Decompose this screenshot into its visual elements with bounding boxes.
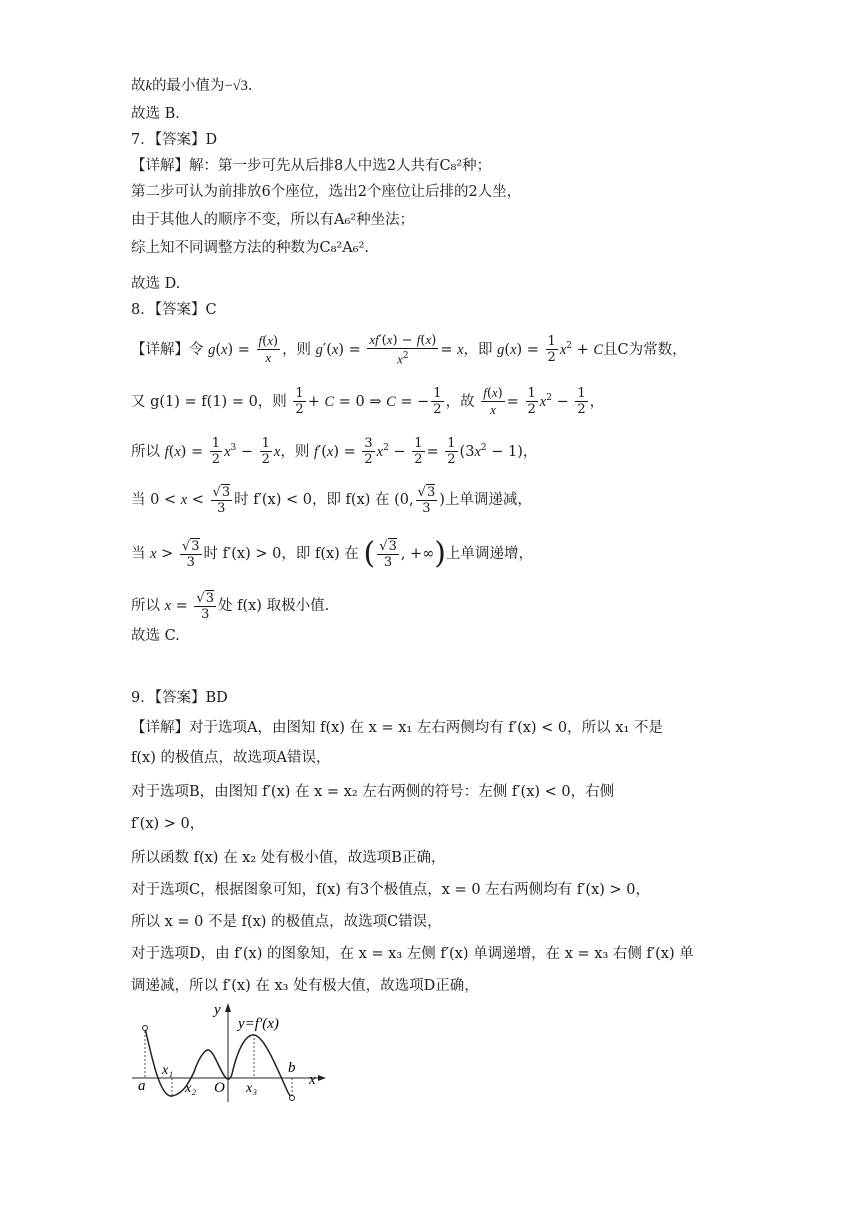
q8-line-6: 所以 x = $\frac{√3}{3}$ 处 f(x) 取极小值. [131, 590, 330, 622]
q7-line-4: 综上知不同调整方法的种数为C₈²A₆². [131, 240, 369, 256]
fraction: $\frac{√3}{3}$ [181, 538, 200, 570]
q8-line-3: 所以 f(x) = $\frac{1}{2}$ $x^3$ − $\frac{1}{2}$ x，则 f′(x) = $\frac{3}{2}$ $x^2$ − $\frac{1}{2}$ = $\frac{1}{2}$ $(3x^2 - 1)$， [131, 436, 538, 468]
q7-line-1: 【详解】解：第一步可先从后排8人中选2人共有C₈²种； [131, 158, 492, 174]
fraction: $\frac{√3}{3}$ [212, 484, 231, 516]
q8-line-4: 当 0 < x < $\frac{√3}{3}$ 时 f′(x) < 0，即 f(x) 在 (0, $\frac{√3}{3}$ )上单调递减， [131, 484, 532, 516]
x-axis-arrow-icon [318, 1075, 326, 1081]
y-axis-label: y [214, 1002, 221, 1018]
x-axis-label: x [309, 1072, 316, 1088]
q7-line-2: 第二步可认为前排放6个座位，选出2个座位让后排的2人坐， [131, 184, 522, 200]
fraction: $\frac{1}{2}$ [211, 436, 221, 468]
endpoint-a-marker [143, 1026, 148, 1031]
fraction: $\frac{1}{2}$ [577, 386, 586, 418]
q9-line-2: f(x) 的极值点，故选项A错误， [131, 750, 331, 766]
fraction: $\frac{1}{2}$ [547, 334, 556, 366]
fraction: $\frac{1}{2}$ [433, 386, 442, 418]
q6-conclusion: 故k的最小值为−√3. [131, 78, 253, 94]
q9-answer-header: 9．【答案】BD [131, 690, 228, 706]
q9-line-8: 对于选项D，由 f′(x) 的图象知，在 x = x₃ 左侧 f′(x) 单调递增，在 x = x₃ 右侧 f′(x) 单 [131, 946, 694, 962]
q9-line-6: 对于选项C，根据图象可知，f(x) 有3个极值点，x = 0 左右两侧均有 f′(x) > 0， [131, 882, 651, 898]
label-b: b [288, 1060, 296, 1076]
q7-answer-header: 7．【答案】D [131, 132, 218, 148]
label-x3: x₃ [246, 1081, 258, 1096]
q8-line-2: 又 g(1) = f(1) = 0，则 $\frac{1}{2}$ + C = 0 ⇒ C = − $\frac{1}{2}$ ，故 $\frac{f(x)}{x}$ = $\frac{1}{2}$ $x^2$ − $\frac{1}{2}$ ， [131, 385, 605, 418]
q8-answer-header: 8．【答案】C [131, 302, 217, 318]
label-x2: x₂ [185, 1081, 197, 1096]
fraction: $\frac{1}{2}$ [261, 436, 270, 468]
q9-line-3: 对于选项B，由图知 f′(x) 在 x = x₂ 左右两侧的符号：左侧 f′(x) < 0，右侧 [131, 784, 615, 800]
q9-line-7: 所以 x = 0 不是 f(x) 的极值点，故选项C错误， [131, 914, 442, 930]
fraction: $\frac{1}{2}$ [527, 386, 536, 418]
curve-label: y=f′(x) [238, 1016, 279, 1032]
fraction: $\frac{f(x)}{x}$ [258, 333, 279, 366]
fraction: $\frac{1}{2}$ [447, 436, 456, 468]
q9-line-1: 【详解】对于选项A，由图知 f(x) 在 x = x₁ 左右两侧均有 f′(x) < 0，所以 x₁ 不是 [131, 720, 663, 736]
fraction: $\frac{1}{2}$ [295, 386, 304, 418]
q9-line-5: 所以函数 f(x) 在 x₂ 处有极小值，故选项B正确， [131, 850, 446, 866]
label-x1: x₁ [162, 1063, 174, 1078]
fraction: $\frac{f(x)}{x}$ [483, 385, 503, 418]
fraction: $\frac{1}{2}$ [414, 436, 423, 468]
label-origin: O [214, 1080, 225, 1096]
endpoint-b-marker [290, 1096, 295, 1101]
q8-line-5: 当 x > $\frac{√3}{3}$ 时 f′(x) > 0，即 f(x) 在 ( $\frac{√3}{3}$ , +∞)上单调递增， [131, 536, 534, 571]
q8-line-1: 【详解】令 g(x) = $\frac{f(x)}{x}$ ，则 g′(x) = $\frac{xf'(x) - f(x)}{x^2}$ = x，即 g(x) = $\frac{1}{2}$ $x^2 + C$且C为常数， [131, 332, 687, 367]
fraction: $\frac{√3}{3}$ [196, 590, 214, 622]
q7-choice: 故选 D. [131, 276, 181, 292]
fraction: $\frac{3}{2}$ [364, 436, 373, 468]
q9-line-4: f′(x) > 0， [131, 816, 205, 832]
q8-choice: 故选 C. [131, 628, 180, 644]
fraction: $\frac{√3}{3}$ [379, 538, 397, 570]
label-a: a [138, 1078, 146, 1094]
y-axis-arrow-icon [225, 1003, 231, 1012]
fraction: $\frac{√3}{3}$ [417, 484, 436, 516]
q7-line-3: 由于其他人的顺序不变，所以有A₆²种坐法； [131, 212, 415, 228]
q6-choice: 故选 B. [131, 106, 180, 122]
derivative-graph [128, 998, 328, 1106]
q9-line-9: 调递减，所以 f′(x) 在 x₃ 处有极大值，故选项D正确， [131, 978, 479, 994]
fraction: $\frac{xf'(x) - f(x)}{x^2}$ [369, 332, 437, 367]
